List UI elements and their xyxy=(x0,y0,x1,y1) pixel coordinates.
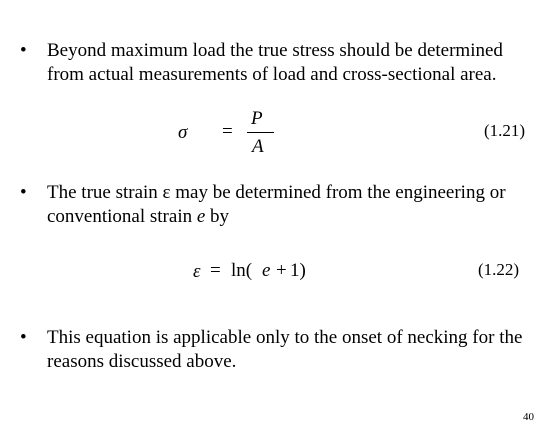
eq1-fraction-bar xyxy=(247,132,274,133)
bullet-marker: • xyxy=(20,327,27,348)
bullet-item-2 xyxy=(20,181,530,229)
eq2-equals: = xyxy=(210,260,221,281)
eq1-number: (1.21) xyxy=(484,121,526,140)
bullet-marker: • xyxy=(20,40,27,61)
bullet-text-1: Beyond maximum load the true stress should be determined from actual measurements of load and cross-sectional area. xyxy=(47,40,503,85)
bullet-text-2-var: e xyxy=(196,206,206,227)
eq2-number: (1.22) xyxy=(478,260,520,279)
page-number: 40 xyxy=(523,411,534,423)
bullet-text-2 xyxy=(47,181,530,229)
eq2-var-e: e xyxy=(262,260,271,281)
eq1-equals: = xyxy=(222,121,233,142)
eq1-lhs-sigma: σ xyxy=(178,122,188,143)
eq2-one: 1) xyxy=(290,260,306,281)
bullet-marker: • xyxy=(20,182,27,203)
eq1-denominator: A xyxy=(252,136,264,157)
bullet-text-2-prefix: The true strain ε may be determined from the engineering or conventional strain xyxy=(47,182,506,227)
eq2-lhs-epsilon: ε xyxy=(193,261,201,282)
bullet-text-2-suffix: by xyxy=(205,206,230,227)
bullet-item-1 xyxy=(20,39,530,87)
eq2-func-ln: ln( xyxy=(231,260,253,281)
eq1-numerator: P xyxy=(251,108,263,129)
eq2-plus: + xyxy=(276,260,287,281)
bullet-text-3: This equation is applicable only to the onset of necking for the reasons discussed above. xyxy=(47,327,523,372)
bullet-item-3 xyxy=(20,326,530,374)
